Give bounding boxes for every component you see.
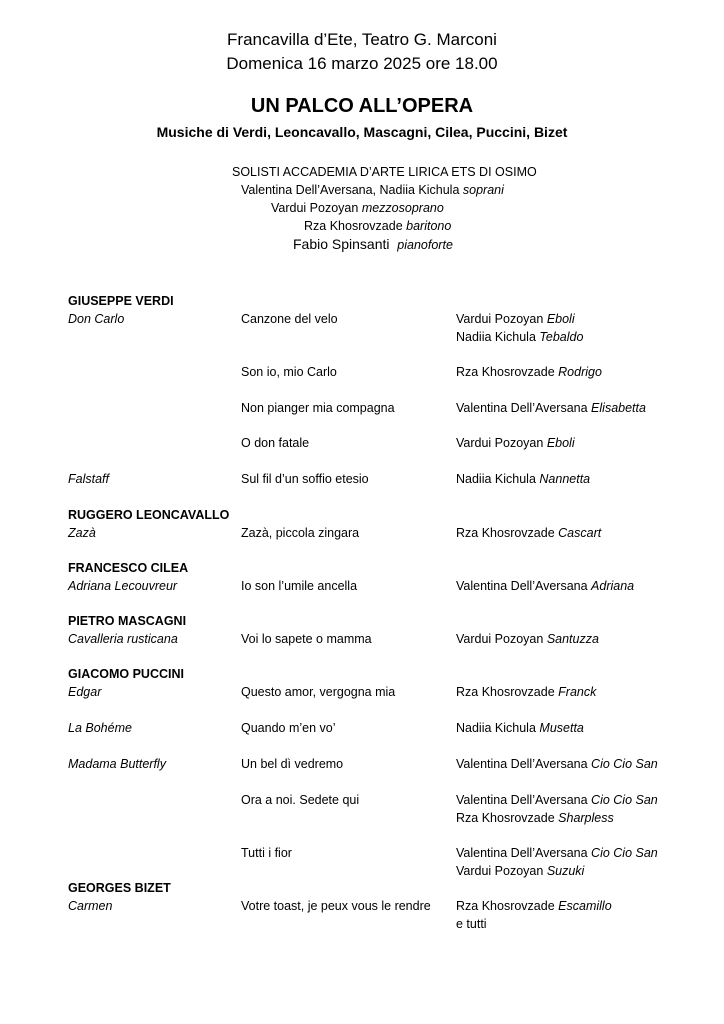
performer-role: Musetta — [539, 721, 584, 735]
aria-title: Canzone del velo — [241, 312, 338, 326]
opera-title: La Bohéme — [68, 721, 132, 735]
composer-name: GEORGES BIZET — [68, 881, 171, 895]
performer-line — [456, 630, 599, 648]
performer-name: Vardui Pozoyan — [456, 864, 544, 878]
performer-role: Rodrigo — [558, 365, 602, 379]
opera-title: Adriana Lecouvreur — [68, 579, 178, 593]
soloist-names: Valentina Dell’Aversana, Nadiia Kichula — [241, 183, 460, 197]
performer-line — [456, 809, 614, 827]
aria-title: Tutti i fior — [241, 846, 292, 860]
performer-name: Vardui Pozoyan — [456, 632, 544, 646]
composer-name: RUGGERO LEONCAVALLO — [68, 508, 230, 522]
voice-type: baritono — [406, 219, 452, 233]
aria-title: Sul fil d’un soffio etesio — [241, 472, 369, 486]
performer-name: Rza Khosrovzade — [456, 685, 555, 699]
aria-title: Non pianger mia compagna — [241, 401, 395, 415]
performer-role: Adriana — [591, 579, 635, 593]
opera-title: Edgar — [68, 685, 102, 699]
soloist-names: Rza Khosrovzade — [304, 219, 403, 233]
aria-title: Voi lo sapete o mamma — [241, 632, 372, 646]
performer-line — [456, 791, 658, 809]
performer-line — [456, 577, 634, 595]
aria-title: O don fatale — [241, 436, 310, 450]
performer-line — [456, 399, 646, 417]
performer-name: Nadiia Kichula — [456, 472, 536, 486]
performer-name: Vardui Pozoyan — [456, 436, 544, 450]
performer-name: Valentina Dell’Aversana — [456, 793, 588, 807]
performer-role: Escamillo — [558, 899, 612, 913]
performer-name: Valentina Dell’Aversana — [456, 757, 588, 771]
opera-title: Zazà — [68, 526, 96, 540]
opera-title: Madama Butterfly — [68, 757, 166, 771]
soloist-names: Vardui Pozoyan — [271, 201, 359, 215]
page-title: UN PALCO ALL’OPERA — [250, 95, 474, 117]
opera-title: Cavalleria rusticana — [68, 632, 178, 646]
performer-line — [456, 683, 596, 701]
performer-name: Vardui Pozoyan — [456, 312, 544, 326]
opera-title: Falstaff — [68, 472, 109, 486]
composer-name: PIETRO MASCAGNI — [68, 614, 187, 628]
performer-name: Rza Khosrovzade — [456, 811, 555, 825]
aria-title: Quando m’en vo’ — [241, 721, 336, 735]
performer-name: Nadiia Kichula — [456, 721, 536, 735]
performer-role: Tebaldo — [539, 330, 584, 344]
performer-role: Sharpless — [558, 811, 614, 825]
performer-name: Rza Khosrovzade — [456, 899, 555, 913]
aria-title: Ora a noi. Sedete qui — [241, 793, 360, 807]
performer-line — [456, 310, 575, 328]
aria-title: Io son l’umile ancella — [241, 579, 358, 593]
performer-role: Suzuki — [546, 864, 585, 878]
performer-line — [456, 844, 658, 862]
aria-title: Zazà, piccola zingara — [241, 526, 360, 540]
opera-title: Carmen — [68, 899, 113, 913]
performer-role: Cio Cio San — [591, 846, 658, 860]
performer-role: Cio Cio San — [591, 757, 658, 771]
performer-role: Franck — [558, 685, 597, 699]
performer-role: Cascart — [558, 526, 602, 540]
composer-name: FRANCESCO CILEA — [68, 561, 189, 575]
performer-name: Rza Khosrovzade — [456, 365, 555, 379]
performer-line — [456, 862, 584, 880]
venue: Francavilla d’Ete, Teatro G. Marconi — [227, 30, 497, 49]
composer-name: GIACOMO PUCCINI — [68, 667, 184, 681]
performer-line — [456, 328, 583, 346]
aria-title: Un bel dì vedremo — [241, 757, 344, 771]
aria-title: Votre toast, je peux vous le rendre — [241, 899, 431, 913]
performer-line — [456, 470, 590, 488]
soloist-names: Fabio Spinsanti — [293, 236, 390, 252]
performer-name: Nadiia Kichula — [456, 330, 536, 344]
performer-role: Nannetta — [539, 472, 591, 486]
voice-type: mezzosoprano — [361, 201, 444, 215]
performer-line — [456, 524, 601, 542]
performer-name: Valentina Dell’Aversana — [456, 401, 588, 415]
performer-line — [456, 434, 575, 452]
performer-role: Cio Cio San — [591, 793, 658, 807]
performer-line — [456, 719, 584, 737]
soloists-heading: SOLISTI ACCADEMIA D’ARTE LIRICA ETS DI OSIMO — [232, 165, 537, 179]
performer-role: Eboli — [546, 436, 575, 450]
performer-name: Valentina Dell’Aversana — [456, 846, 588, 860]
voice-type: soprani — [462, 183, 504, 197]
aria-title: Son io, mio Carlo — [241, 365, 337, 379]
performer-line — [456, 363, 602, 381]
performer-name: Valentina Dell’Aversana — [456, 579, 592, 593]
performer-line — [456, 755, 658, 773]
performer-role: Eboli — [546, 312, 575, 326]
performer-name: Rza Khosrovzade — [456, 526, 555, 540]
composer-name: GIUSEPPE VERDI — [68, 294, 174, 308]
date-time: Domenica 16 marzo 2025 ore 18.00 — [226, 54, 498, 73]
voice-type: pianoforte — [397, 238, 453, 252]
performer-extra: e tutti — [456, 917, 487, 931]
aria-title: Questo amor, vergogna mia — [241, 685, 396, 699]
performer-role: Santuzza — [546, 632, 599, 646]
performer-line — [456, 897, 612, 915]
performer-role: Elisabetta — [591, 401, 646, 415]
opera-title: Don Carlo — [68, 312, 125, 326]
page-subtitle: Musiche di Verdi, Leoncavallo, Mascagni, Cilea, Puccini, Bizet — [156, 124, 568, 140]
